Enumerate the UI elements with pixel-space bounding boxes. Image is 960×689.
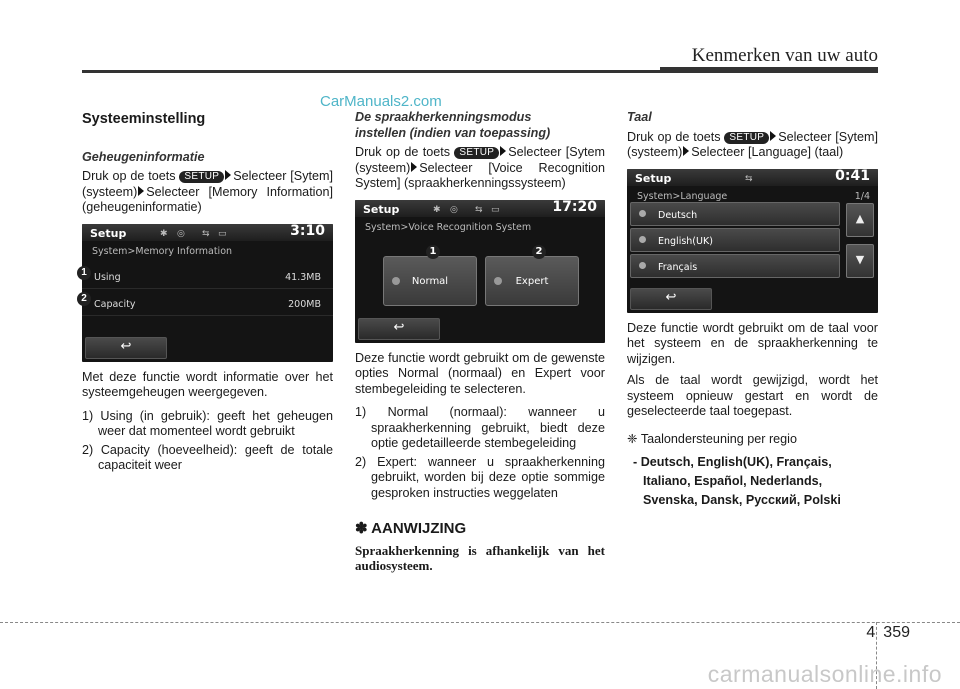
page-indicator: 1/4 [854,190,870,202]
subsection-title-cont: instellen (indien van toepassing) [355,125,551,140]
watermark-top: CarManuals2.com [320,93,442,110]
header-rule-accent [660,67,878,73]
bluetooth-icon: ✱ [160,228,168,239]
chapter-number: 4 [866,624,876,641]
memory-row-using: Using 41.3MB [82,262,333,289]
list-item: 2) Expert: wanneer u spraakherkenning gebruikt, worden bij deze optie sommige gesproken instructies weggelaten [355,454,605,500]
language-option-deutsch: Deutsch [630,202,840,226]
callout-2: 2 [77,292,91,306]
usb-icon: ⇆ [202,228,210,239]
region-line-1: - Deutsch, English(UK), Français, [633,455,832,469]
watermark-bottom: carmanualsonline.info [707,661,942,687]
screen-clock: 3:10 [290,223,325,239]
memory-info-screenshot [82,224,333,362]
column-language [627,110,878,510]
footer-rule [0,622,960,623]
region-line-3: Svenska, Dansk, Русский, Polski [643,493,841,507]
back-button: ↩ [358,318,440,340]
usb-icon: ⇆ [745,173,753,184]
screen-clock: 0:41 [835,168,870,184]
page-number [866,624,910,642]
language-screenshot [627,169,878,313]
screen-path: System>Memory Information [92,245,233,257]
page-value: 359 [883,624,910,641]
arrow-right-icon [683,146,689,156]
region-line-2: Italiano, Español, Nederlands, [643,474,823,488]
voice-recognition-screenshot [355,200,605,343]
list-item: 1) Using (in gebruik): geeft het geheugen weer dat momenteel wordt gebruikt [82,408,333,438]
language-option-francais: Français [630,254,840,278]
setup-key-badge: SETUP [179,171,224,183]
region-support-title: ❈ Taalondersteuning per regio [627,431,797,446]
instruction: Druk op de toets SETUP Selecteer [Sytem (systeem) Selecteer [Voice Recognition System] (spraakherkenningssysteem) [355,145,605,190]
screen-title: Setup [363,202,400,216]
setup-key-badge: SETUP [724,132,769,144]
arrow-right-icon [500,146,506,156]
back-button: ↩ [85,337,167,359]
disc-icon: ◎ [177,228,185,239]
screen-path: System>Language 1/4 [627,186,878,203]
arrow-right-icon [411,162,417,172]
callout-1: 1 [77,266,91,280]
ipod-icon: ▭ [218,228,227,239]
callout-1: 1 [426,245,440,259]
callout-2: 2 [532,245,546,259]
description: Deze functie wordt gebruikt om de gewenste opties Normal (normaal) en Expert voor stembegeleiding te selecteren. [355,350,605,396]
list-item: 1) Normal (normaal): wanneer u spraakherkenning gebruikt, biedt deze optie gedetailleerde stembegeleiding [355,405,605,450]
note-body: Spraakherkenning is afhankelijk van het audiosysteem. [355,542,605,573]
region-language-list [633,453,878,510]
option-list [82,409,333,474]
subsection-title: Geheugeninformatie [82,149,205,164]
normal-option-button: Normal [383,256,477,306]
list-item: 2) Capacity (hoeveelheid): geeft de totale capaciteit weer [82,442,333,472]
option-list [355,405,605,501]
language-option-english-uk: English(UK) [630,228,840,252]
subsection-title: De spraakherkenningsmodus [355,110,532,124]
scroll-up-icon: ▲ [846,203,874,237]
setup-key-badge: SETUP [454,147,499,159]
usb-icon: ⇆ [475,204,483,215]
arrow-right-icon [770,131,776,141]
column-memory-info [82,110,333,480]
note-title: ✽ AANWIJZING [355,520,467,537]
scroll-down-icon: ▼ [846,244,874,278]
description: Deze functie wordt gebruikt om de taal voor het systeem en de spraakherkenning te wijzigen. [627,320,878,366]
screen-title: Setup [90,226,127,240]
screen-title: Setup [635,171,672,185]
disc-icon: ◎ [450,204,458,215]
back-button: ↩ [630,288,712,310]
screen-status-bar [627,169,878,186]
screen-status-bar [82,224,333,241]
memory-row-capacity: Capacity 200MB [82,289,333,316]
expert-option-button: Expert [485,256,579,306]
page-header-title: Kenmerken van uw auto [691,45,878,66]
description: Met deze functie wordt informatie over het systeemgeheugen weergegeven. [82,369,333,399]
subsection-title: Taal [627,110,652,124]
description-2: Als de taal wordt gewijzigd, wordt het systeem opnieuw gestart en wordt de geselecteerde taal toegepast. [627,373,878,418]
screen-path: System>Voice Recognition System [365,221,532,233]
instruction: Druk op de toets SETUP Selecteer [Sytem] (systeem) Selecteer [Language] (taal) [627,129,878,159]
column-voice-recognition [355,110,605,573]
screen-clock: 17:20 [552,199,597,215]
ipod-icon: ▭ [491,204,500,215]
screen-status-bar [355,200,605,217]
section-title: Systeeminstelling [82,111,206,127]
arrow-right-icon [225,170,231,180]
arrow-right-icon [138,186,144,196]
instruction: Druk op de toets SETUP Selecteer [Sytem] (systeem) Selecteer [Memory Information] (geheugeninformatie) [82,169,333,214]
bluetooth-icon: ✱ [433,204,441,215]
